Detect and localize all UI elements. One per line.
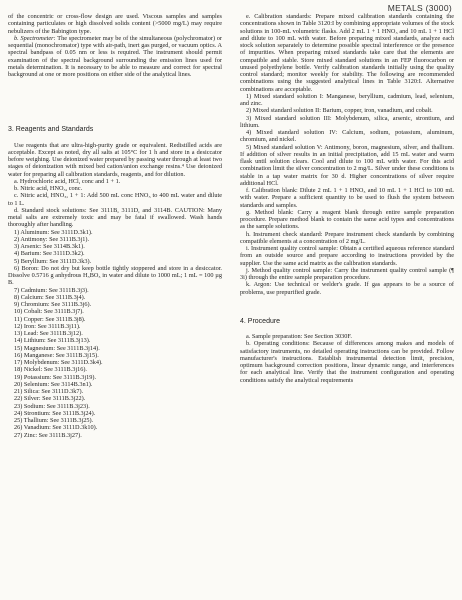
stock-solution-item: 14) Lithium: See 3111B.3j13).: [14, 337, 91, 345]
stock-solution-item: 3) Arsenic: See 3114B.3k1).: [14, 243, 85, 250]
right-column: [240, 13, 454, 384]
intro-paragraph: of the concentric or cross-flow design are used. Viscous samples and samples containing particulates or high dissolved solids content (>5000 mg/L) may require nebulizers of the Babington type.: [8, 13, 222, 35]
stock-solution-item: 13) Lead: See 3111B.3j12).: [14, 330, 83, 337]
section-3-heading: 3. Reagents and Standards: [8, 126, 94, 134]
spectrometer-paragraph: [8, 35, 222, 79]
mixed-standard-item: 1) Mixed standard solution I: Manganese, beryllium, cadmium, lead, selenium, and zinc.: [240, 92, 454, 107]
stock-solution-item: 1) Aluminum: See 3111D.3k1).: [14, 228, 93, 236]
calibration-blank: f. Calibration blank: Dilute 2 mL 1 + 1 HNO₃ and 10 mL 1 + 1 HCl to 100 mL with water. Prepare a sufficient quantity to be used to flush the system between standards and samples.: [240, 187, 454, 209]
stock-solution-item: 20) Selenium: See 3114B.3n1).: [14, 380, 93, 388]
reagent-d: d. Standard stock solutions: See 3111B, 3111D, and 3114B. CAUTION: Many metal salts are extremely toxic and may be fatal if swallowed. Wash hands thoroughly after handling.: [8, 206, 222, 229]
stock-solution-item: 26) Vanadium: See 3111D.3k10).: [14, 424, 98, 432]
argon: k. Argon: Use technical or welder's grade. If gas appears to be a source of problems, use prepurified grade.: [240, 281, 454, 296]
stock-solution-item: 8) Calcium: See 3111B.3j4).: [14, 293, 86, 301]
stock-solution-item: 19) Potassium: See 3111B.3j19).: [14, 373, 97, 381]
mixed-standard-item: 4) Mixed standard solution IV: Calcium, sodium, potassium, aluminum, chromium, and nickel.: [240, 129, 454, 144]
stock-solution-item: 12) Iron: See 3111B.3j11).: [14, 322, 81, 330]
spectrometer-label: b. Spectrometer:: [14, 34, 56, 42]
left-column: [8, 13, 222, 439]
sample-preparation: a. Sample preparation: See Section 3030F.: [246, 333, 352, 340]
stock-solution-item: 15) Magnesium: See 3111B.3j14).: [14, 344, 100, 352]
instrument-qc-sample: i. Instrument quality control sample: Obtain a certified aqueous reference standard from an outside source and prepare according to instructions provided by the supplier. Use the same acid matrix as the calibration standards.: [240, 245, 454, 267]
mixed-standard-item: 5) Mixed standard solution V: Antimony, boron, magnesium, silver, and thallium. If addition of silver results in an initial precipitation, add 15 mL water and warm flask until solution clears. Cool and dilute to 100 mL with water. For this acid combination limit the silver concentration to 2 mg/L. Silver under these conditions is stable in a tap water matrix for 30 d. Higher concentrations of silver require additional HCl.: [240, 143, 454, 187]
instrument-check-standard: h. Instrument check standard: Prepare instrument check standards by combining compatible elements at a concentration of 2 mg/L.: [240, 230, 454, 245]
stock-solution-item: 5) Beryllium: See 3111D.3k3).: [14, 257, 92, 265]
method-blank: g. Method blank: Carry a reagent blank through entire sample preparation procedure. Prepare method blank to contain the same acid types and concentrations as the sample solutions.: [240, 208, 454, 231]
calibration-standards: e. Calibration standards: Prepare mixed calibration standards containing the concentrations shown in Table 3120:I by combining appropriate volumes of the stock solutions in 100-mL volumetric flasks. Add 2 mL 1 + 1 HNO₃ and 10 mL 1 + 1 HCl and dilute to 100 mL with water. Before preparing mixed standards, analyze each stock solution separately to determine possible spectral interference or the presence of impurities. When preparing mixed standards take care that the elements are compatible and stable. Store mixed standard solutions in an FEP fluorocarbon or unused polyethylene bottle. Verify calibration standards initially using the quality control standard; monitor weekly for stability. The following are recommended combinations using the suggested analytical lines in Table 3120:I. Alternative combinations are acceptable.: [240, 13, 454, 93]
stock-solution-item: 21) Silica: See 3111D.3k7).: [14, 388, 84, 395]
stock-solution-item: 17) Molybdenum: See 3111D.3k4).: [14, 359, 103, 366]
stock-solution-item: 10) Cobalt: See 3111B.3j7).: [14, 308, 84, 316]
mixed-standard-item: 2) Mixed standard solution II: Barium, copper, iron, vanadium, and cobalt.: [246, 107, 433, 115]
stock-solution-item: 6) Boron: Do not dry but keep bottle tightly stoppered and store in a desiccator. Dissolve 0.5716 g anhydrous H₃BO₃ in water and dilute to 1000 mL; 1 mL = 100 µg B.: [8, 264, 222, 287]
mixed-standard-item: 3) Mixed standard solution III: Molybdenum, silica, arsenic, strontium, and lithium.: [240, 114, 454, 129]
stock-solution-list: [8, 229, 222, 439]
stock-solution-item: 24) Strontium: See 3111B.3j24).: [14, 409, 96, 417]
stock-solution-item: 9) Chromium: See 3111B.3j6).: [14, 301, 92, 308]
running-header: METALS (3000): [387, 3, 452, 13]
method-qc-sample: j. Method quality control sample: Carry the instrument quality control sample (¶ 3i) through the entire sample preparation procedure.: [240, 266, 454, 281]
stock-solution-item: 11) Copper: See 3111B.3j8).: [14, 315, 86, 323]
reagent-c: c. Nitric acid, HNO₃, 1 + 1: Add 500 mL conc HNO₃ to 400 mL water and dilute to 1 L.: [8, 192, 222, 207]
reagents-intro: Use reagents that are ultra-high-purity grade or equivalent. Redistilled acids are acceptable. Except as noted, dry all salts at 105°C for 1 h and store in a desiccator before weighing. Use deionized water prepared by passing water through at least two stages of deionization with mixed bed cation/anion exchange resins.⁴ Use deionized water for preparing all calibration standards, reagents, and for dilution.: [8, 141, 222, 178]
stock-solution-item: 23) Sodium: See 3111B.3j23).: [14, 402, 90, 410]
operating-conditions: b. Operating conditions: Because of differences among makes and models of satisfactory instruments, no detailed operating instructions can be provided. Follow manufacturer's instructions. Establish instrumental detection limit, precision, optimum background correction positions, linear dynamic range, and interferences for each analytical line. Verify that the instrument configuration and operating conditions satisfy the analytical requirements: [240, 340, 454, 384]
reagent-a: a. Hydrochloric acid, HCl, conc and 1 + 1.: [14, 177, 121, 185]
section-4-heading: 4. Procedure: [240, 317, 281, 325]
reagent-b: b. Nitric acid, HNO₃, conc.: [14, 185, 83, 192]
stock-solution-item: 4) Barium: See 3111D.3k2).: [14, 250, 85, 258]
stock-solution-item: 2) Antimony: See 3111B.3j1).: [14, 235, 90, 243]
stock-solution-item: 18) Nickel: See 3111B.3j16).: [14, 366, 87, 374]
spectrometer-text: The spectrometer may be of the simultaneous (polychromator) or sequential (monochromator) type with air-path, inert gas purged, or vacuum optics. A spectral bandpass of 0.05 nm or less is required. The instrument should permit examination of the spectral background surrounding the emission lines used for metals determination. It is necessary to be able to measure and correct for spectral background at one or more positions on either side of the analytical lines.: [8, 34, 222, 78]
stock-solution-item: 7) Cadmium: See 3111B.3j3).: [14, 286, 89, 294]
mixed-standards-list: [240, 93, 454, 187]
stock-solution-item: 22) Silver: See 3111B.3j22).: [14, 395, 86, 403]
stock-solution-item: 25) Thallium: See 3111B.3j25).: [14, 417, 94, 424]
stock-solution-item: 16) Manganese: See 3111B.3j15).: [14, 351, 99, 359]
stock-solution-item: 27) Zinc: See 3111B.3j27).: [14, 431, 82, 439]
